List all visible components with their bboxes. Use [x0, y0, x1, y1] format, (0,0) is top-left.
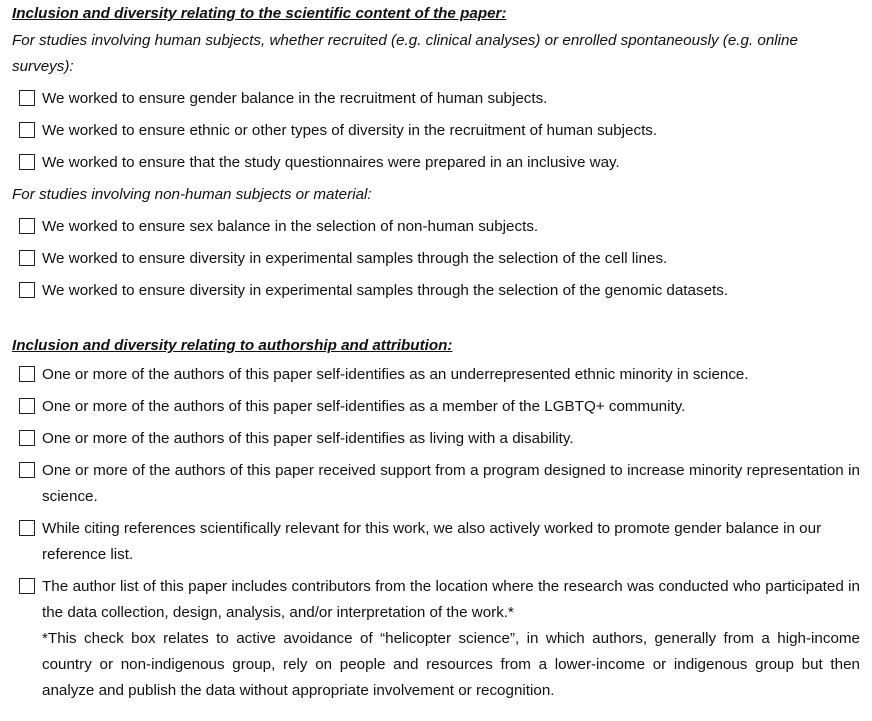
checkbox-item-local-contributors[interactable]: [12, 574, 860, 704]
checkbox-item-cell-lines[interactable]: [12, 246, 860, 272]
checkbox-label: We worked to ensure gender balance in the recruitment of human subjects.: [42, 90, 548, 107]
checkbox-label: The author list of this paper includes contributors from the location where the research was conducted who participated in the data collection, design, analysis, and/or interpretation of the work.*: [42, 578, 860, 621]
checkbox-item-genomic-datasets[interactable]: [12, 278, 860, 304]
section-heading-scientific-content: Inclusion and diversity relating to the scientific content of the paper:: [12, 5, 507, 22]
inclusion-diversity-form: [12, 3, 860, 704]
section-heading-authorship: Inclusion and diversity relating to authorship and attribution:: [12, 337, 453, 354]
checkbox-item-disability-author[interactable]: [12, 426, 860, 452]
checkbox-label: We worked to ensure sex balance in the selection of non-human subjects.: [42, 218, 539, 235]
checkbox-icon[interactable]: [19, 430, 35, 446]
checkbox-label: We worked to ensure that the study questionnaires were prepared in an inclusive way.: [42, 154, 620, 171]
checkbox-label: One or more of the authors of this paper self-identifies as living with a disability.: [42, 430, 574, 447]
checkbox-icon[interactable]: [19, 398, 35, 414]
helicopter-science-footnote: *This check box relates to active avoidance of “helicopter science”, in which authors, generally from a high-income country or non-indigenous group, rely on people and resources from a lower-income or indigenous group but then analyze and publish the data without appropriate involvement or recognition.: [42, 630, 860, 699]
checkbox-icon[interactable]: [19, 462, 35, 478]
checkbox-icon[interactable]: [19, 154, 35, 170]
non-human-subjects-intro: For studies involving non-human subjects or material:: [12, 186, 372, 203]
checkbox-icon[interactable]: [19, 520, 35, 536]
checkbox-icon[interactable]: [19, 282, 35, 298]
checkbox-icon[interactable]: [19, 250, 35, 266]
checkbox-item-minority-program-support[interactable]: [12, 458, 860, 510]
checkbox-label: We worked to ensure diversity in experimental samples through the selection of the genomic datasets.: [42, 282, 729, 299]
checkbox-label: We worked to ensure ethnic or other types of diversity in the recruitment of human subjects.: [42, 122, 658, 139]
checkbox-item-sex-balance[interactable]: [12, 214, 860, 240]
checkbox-label: We worked to ensure diversity in experimental samples through the selection of the cell lines.: [42, 250, 668, 267]
checkbox-icon[interactable]: [19, 578, 35, 594]
checkbox-icon[interactable]: [19, 366, 35, 382]
checkbox-label: One or more of the authors of this paper received support from a program designed to increase minority representation in science.: [42, 462, 860, 505]
checkbox-icon[interactable]: [19, 90, 35, 106]
checkbox-item-gender-balance[interactable]: [12, 86, 860, 112]
checkbox-label: While citing references scientifically relevant for this work, we also actively worked to promote gender balance in our reference list.: [42, 520, 822, 563]
checkbox-item-ethnic-minority-author[interactable]: [12, 362, 860, 388]
human-subjects-intro: For studies involving human subjects, whether recruited (e.g. clinical analyses) or enrolled spontaneously (e.g. online surveys):: [12, 32, 798, 75]
checkbox-item-lgbtq-author[interactable]: [12, 394, 860, 420]
checkbox-item-ethnic-diversity[interactable]: [12, 118, 860, 144]
checkbox-label: One or more of the authors of this paper self-identifies as a member of the LGBTQ+ community.: [42, 398, 686, 415]
checkbox-item-gender-balance-references[interactable]: [12, 516, 860, 568]
checkbox-icon[interactable]: [19, 218, 35, 234]
checkbox-item-inclusive-questionnaires[interactable]: [12, 150, 860, 176]
checkbox-label: One or more of the authors of this paper self-identifies as an underrepresented ethnic minority in science.: [42, 366, 749, 383]
checkbox-icon[interactable]: [19, 122, 35, 138]
